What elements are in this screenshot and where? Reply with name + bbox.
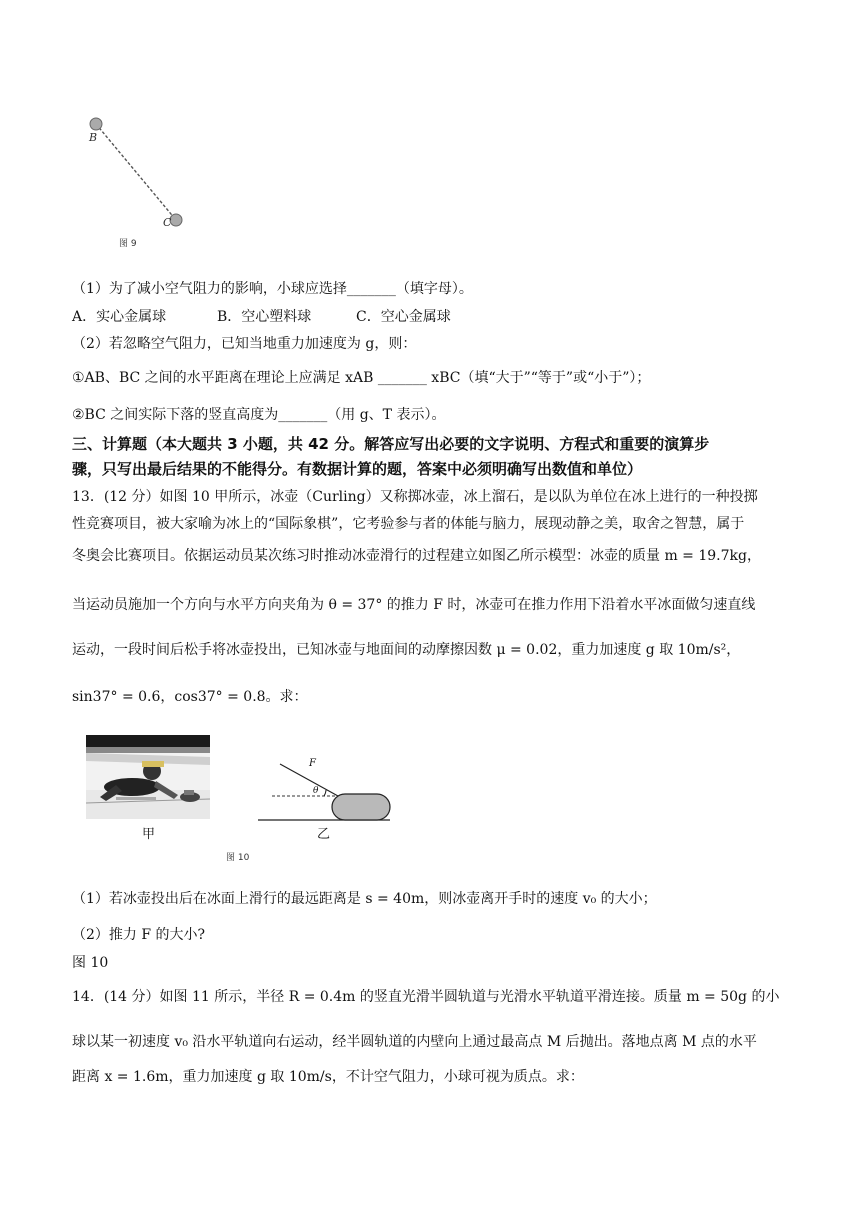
q13-sub1: （1）若冰壶投出后在冰面上滑行的最远距离是 s = 40m，则冰壶离开手时的速度 v₀ 的大小；: [72, 891, 657, 907]
curling-photo: [86, 735, 210, 819]
q13-line4: 当运动员施加一个方向与水平方向夹角为 θ = 37° 的推力 F 时，冰壶可在推力作用下沿着水平冰面做匀速直线: [72, 597, 756, 613]
label-theta: θ: [313, 786, 319, 796]
label-b: B: [89, 131, 98, 144]
label-yi: 乙: [317, 827, 331, 842]
q12-part2: （2）若忽略空气阻力，已知当地重力加速度为 g，则：: [72, 336, 417, 352]
trajectory-line: [96, 124, 176, 220]
label-jia: 甲: [142, 827, 156, 842]
q13-figure-ref: 图 10: [72, 955, 109, 971]
figure-10-caption: 图 10: [226, 853, 250, 863]
q14-line2: 球以某一初速度 v₀ 沿水平轨道向右运动，经半圆轨道的内壁向上通过最高点 M 后抛出。落地点离 M 点的水平: [72, 1034, 757, 1050]
curling-stone: [332, 794, 390, 820]
q12-part2-2: ②BC 之间实际下落的竖直高度为_______（用 g、T 表示）。: [72, 407, 446, 423]
q12-part2-1: ①AB、BC 之间的水平距离在理论上应满足 xAB _______ xBC（填“大于”“等于”或“小于”）；: [72, 370, 651, 386]
q14-line1: 14．(14 分）如图 11 所示，半径 R = 0.4m 的竖直光滑半圆轨道与光滑水平轨道平滑连接。质量 m = 50g 的小: [72, 989, 780, 1005]
q13-line3: 冬奥会比赛项目。依据运动员某次练习时推动冰壶滑行的过程建立如图乙所示模型：冰壶的质量 m = 19.7kg，: [72, 548, 761, 564]
section3-heading-line1: 三、计算题（本大题共 3 小题，共 42 分。解答应写出必要的文字说明、方程式和重要的演算步: [72, 435, 710, 453]
curling-model-diagram: [250, 752, 398, 832]
q14-line3: 距离 x = 1.6m，重力加速度 g 取 10m/s，不计空气阻力，小球可视为质点。求：: [72, 1069, 584, 1085]
figure-9-caption: 图 9: [119, 239, 137, 249]
q12-part1: （1）为了减小空气阻力的影响，小球应选择_______（填字母）。: [72, 281, 473, 297]
label-force-f: F: [309, 758, 316, 769]
ball-b: [90, 118, 102, 130]
section3-heading-line2: 骤，只写出最后结果的不能得分。有数据计算的题，答案中必须明确写出数值和单位）: [72, 460, 643, 478]
q13-line5: 运动，一段时间后松手将冰壶投出，已知冰壶与地面间的动摩擦因数 μ = 0.02，重力加速度 g 取 10m/s²，: [72, 642, 741, 658]
option-c: C．空心金属球: [356, 309, 451, 325]
q13-line1: 13．(12 分）如图 10 甲所示，冰壶（Curling）又称掷冰壶，冰上溜石，是以队为单位在冰上进行的一种投掷: [72, 489, 758, 505]
curling-photo-art: [86, 735, 210, 819]
label-c: C: [163, 216, 172, 229]
q13-line6: sin37° = 0.6，cos37° = 0.8。求：: [72, 689, 308, 705]
angle-arc: [324, 790, 326, 796]
figure-9-diagram: [84, 112, 194, 262]
option-b: B．空心塑料球: [217, 309, 312, 325]
q13-sub2: （2）推力 F 的大小?: [72, 927, 206, 943]
option-a: A．实心金属球: [72, 309, 167, 325]
q13-line2: 性竞赛项目，被大家喻为冰上的“国际象棋”，它考验参与者的体能与脑力，展现动静之美，取舍之智慧，属于: [72, 516, 745, 532]
ball-c: [170, 214, 182, 226]
